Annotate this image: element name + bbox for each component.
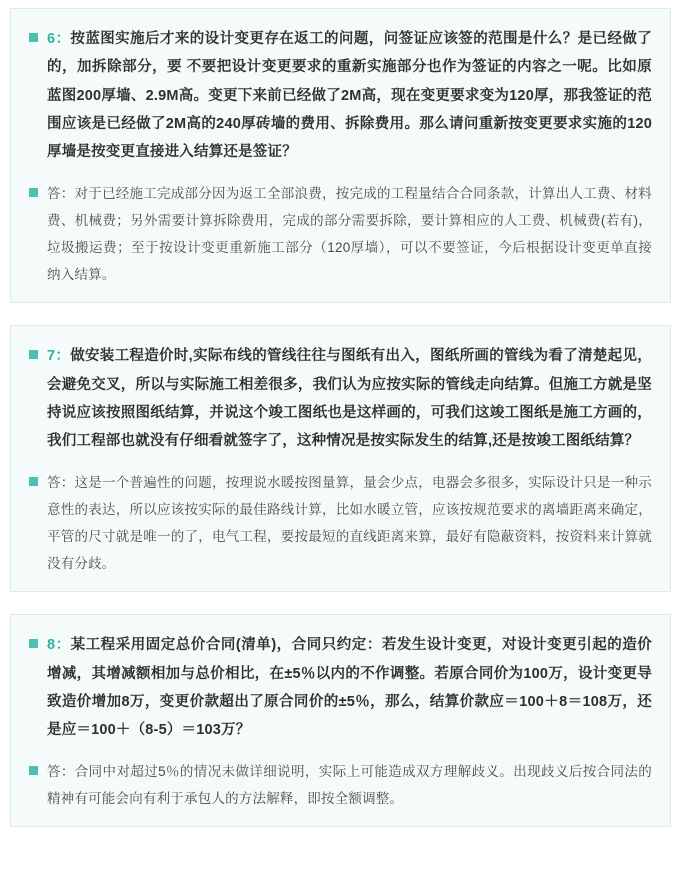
- answer-body: 合同中对超过5％的情况未做详细说明，实际上可能造成双方理解歧义。出现歧义后按合同法的精神有可能会向有利于承包人的方法解释，即按全额调整。: [47, 764, 652, 807]
- answer-text: [47, 180, 652, 288]
- answer-block: [29, 180, 652, 288]
- qa-card: [10, 325, 671, 592]
- square-bullet-icon: [29, 766, 38, 775]
- answer-body: 这是一个普遍性的问题，按理说水暖按图量算，量会少点，电器会多很多，实际设计只是一种示意性的表达，所以应该按实际的最佳路线计算，比如水暖立管，应该按规范要求的离墙距离来确定，平管的尺寸就是唯一的了，电气工程，要按最短的直线距离来算，最好有隐蔽资料，按资料来计算就没有分歧。: [47, 475, 652, 572]
- question-body: 按蓝图实施后才来的设计变更存在返工的问题，问签证应该签的范围是什么？是已经做了的，加拆除部分，要 不要把设计变更要求的重新实施部分也作为签证的内容之一呢。比如原蓝图200厚墙、2.9M高。变更下来前已经做了2M高，现在变更要求变为120厚，那我签证的范围应该是已经做了2M高的240厚砖墙的费用、拆除费用。那么请问重新按变更要求实施的120厚墙是按变更直接进入结算还是签证？: [47, 31, 653, 161]
- question-text: [47, 631, 652, 744]
- question-body: 做安装工程造价时,实际布线的管线往往与图纸有出入，图纸所画的管线为看了清楚起见，会避免交叉，所以与实际施工相差很多，我们认为应按实际的管线走向结算。但施工方就是坚持说应该按照图纸结算，并说这个竣工图纸也是这样画的，可我们这竣工图纸是施工方画的，我们工程部也就没有仔细看就签字了，这种情况是按实际发生的结算,还是按竣工图纸结算？: [47, 348, 652, 450]
- answer-label: 答：: [47, 186, 75, 202]
- qa-card: [10, 8, 671, 303]
- question-body: 某工程采用固定总价合同(清单)，合同只约定：若发生设计变更，对设计变更引起的造价增减，其增减额相加与总价相比，在±5％以内的不作调整。若原合同价为100万，设计变更导致造价增加8万，变更价款超出了原合同价的±5％，那么，结算价款应＝100＋8＝108万，还是应＝100＋（8-5）＝103万？: [47, 637, 653, 739]
- question-number: 8：: [47, 637, 71, 654]
- answer-block: [29, 469, 652, 577]
- answer-body: 对于已经施工完成部分因为返工全部浪费，按完成的工程量结合合同条款，计算出人工费、材料费、机械费；另外需要计算拆除费用，完成的部分需要拆除，要计算相应的人工费、机械费(若有)，垃圾搬运费；至于按设计变更重新施工部分（120厚墙），可以不要签证，今后根据设计变更单直接纳入结算。: [47, 186, 652, 283]
- answer-block: [29, 758, 652, 812]
- square-bullet-icon: [29, 33, 38, 42]
- qa-card: [10, 614, 671, 827]
- square-bullet-icon: [29, 188, 38, 197]
- answer-text: [47, 758, 652, 812]
- question-block: [29, 25, 652, 166]
- question-block: [29, 342, 652, 455]
- question-number: 7：: [47, 348, 71, 365]
- question-text: [47, 342, 652, 455]
- question-text: [47, 25, 652, 166]
- question-block: [29, 631, 652, 744]
- answer-label: 答：: [47, 764, 75, 780]
- question-number: 6：: [47, 31, 71, 47]
- square-bullet-icon: [29, 639, 38, 648]
- answer-label: 答：: [47, 475, 75, 491]
- answer-text: [47, 469, 652, 577]
- square-bullet-icon: [29, 350, 38, 359]
- square-bullet-icon: [29, 477, 38, 486]
